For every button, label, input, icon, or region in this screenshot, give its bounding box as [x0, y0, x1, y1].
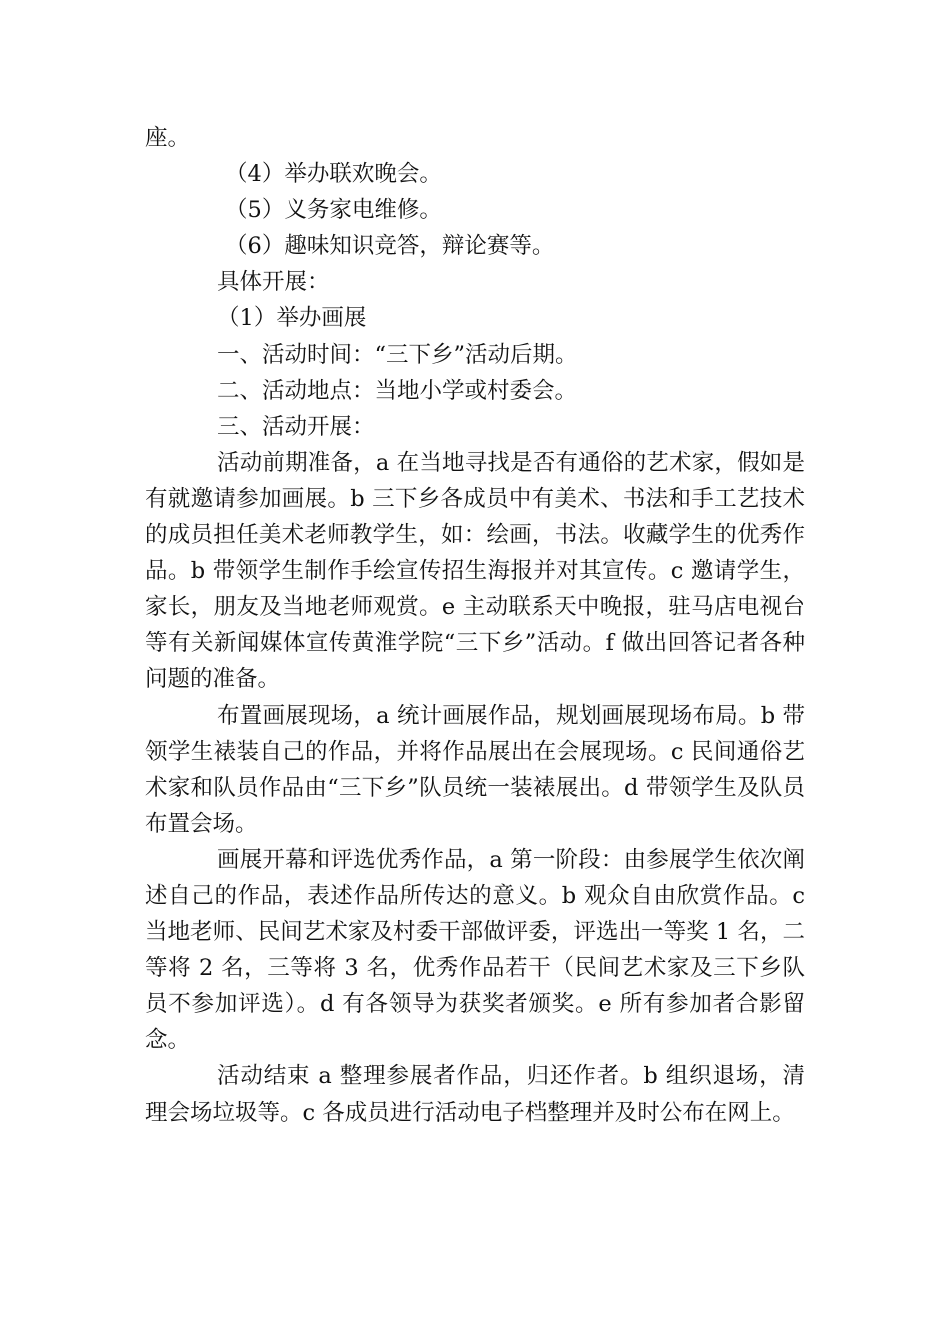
paragraph-opening: 画展开幕和评选优秀作品，a 第一阶段：由参展学生依次阐述自己的作品，表述作品所传达的意义。b 观众自由欣赏作品。c 当地老师、民间艺术家及村委干部做评委，评选出一等奖 1 名，二等将 2 名，三等将 3 名，优秀作品若干（民间艺术家及三下乡队员不参加评选）。d 有各领导为获奖者颁奖。e 所有参加者合影留念。	[145, 846, 805, 1054]
continuation-text: 座。	[145, 125, 191, 151]
paragraph-setup: 布置画展现场，a 统计画展作品，规划画展现场布局。b 带领学生裱装自己的作品，并将作品展出在会展现场。c 民间通俗艺术家和队员作品由“三下乡”队员统一装裱展出。d 带领学生及队员布置会场。	[145, 702, 805, 837]
point-item: 一、活动时间：“三下乡”活动后期。	[217, 341, 578, 368]
point-item: 二、活动地点：当地小学或村委会。	[217, 377, 578, 404]
list-item: （4）举办联欢晚会。	[225, 161, 442, 188]
document-page	[145, 120, 805, 1131]
list-item: （5）义务家电维修。	[225, 197, 442, 224]
list-item: （6）趣味知识竞答，辩论赛等。	[225, 233, 555, 260]
paragraph-preparation: 活动前期准备，a 在当地寻找是否有通俗的艺术家，假如是有就邀请参加画展。b 三下乡各成员中有美术、书法和手工艺技术的成员担任美术老师教学生，如：绘画，书法。收藏学生的优秀作品。b 带领学生制作手绘宣传招生海报并对其宣传。c 邀请学生，家长，朋友及当地老师观赏。e 主动联系天中晚报，驻马店电视台等有关新闻媒体宣传黄淮学院“三下乡”活动。f 做出回答记者各种问题的准备。	[145, 449, 805, 693]
subheading: 具体开展：	[217, 269, 330, 296]
paragraph-ending: 活动结束 a 整理参展者作品，归还作者。b 组织退场，清理会场垃圾等。c 各成员进行活动电子档整理并及时公布在网上。	[145, 1063, 805, 1126]
section-title: （1）举办画展	[217, 305, 367, 332]
point-item: 三、活动开展：	[217, 413, 375, 440]
